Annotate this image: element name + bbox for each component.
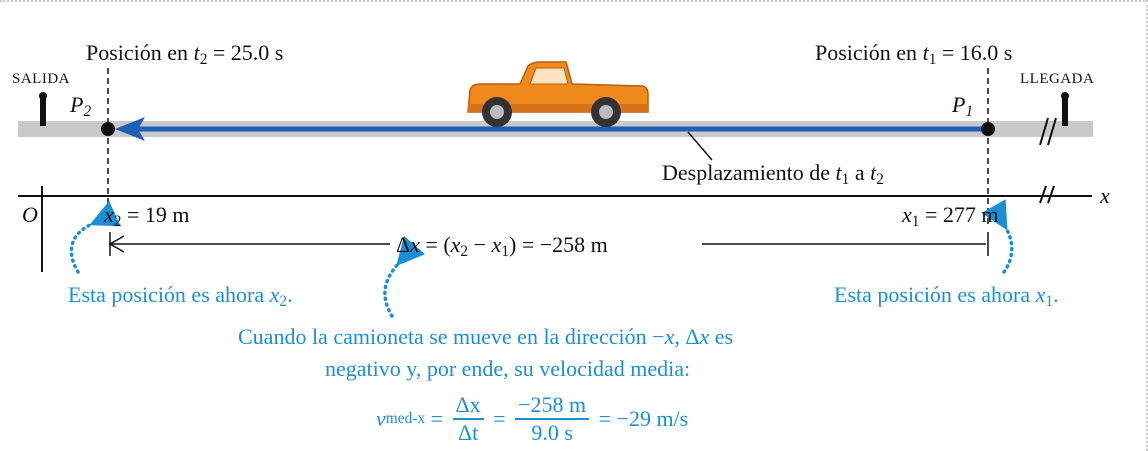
- dotted-curved-arrow-icon: [71, 224, 92, 272]
- position-t1-label: Posición en $t_1 = 16.0$ s: [815, 40, 1013, 68]
- point-p1: [981, 122, 995, 136]
- llegada-label: LLEGADA: [1020, 71, 1095, 87]
- start-post-icon: [39, 92, 47, 126]
- salida-label: SALIDA: [12, 71, 70, 87]
- x2-value-label: $x_2 = 19$ m: [104, 202, 190, 230]
- x1-value-label: $x_1 = 277$ m: [902, 202, 999, 230]
- note-x2: Esta posición es ahora $x_2$.: [68, 282, 293, 310]
- fraction-dx-dt: $\frac{\Delta x}{\Delta t}$: [453, 394, 484, 444]
- dotted-curved-arrow-icon: [1004, 228, 1012, 272]
- point-p2: [101, 122, 115, 136]
- displacement-label: Desplazamiento de $t_1$ a $t_2$: [662, 160, 884, 188]
- average-velocity-equation: v med-x = $\frac{\Delta x}{\Delta t}$ = $\frac{-258 m}{9.0 s}$ = −29 m/s: [376, 392, 689, 445]
- p1-label: $P_1$: [952, 92, 974, 120]
- position-t2-label: Posición en $t_2 = 25.0$ s: [86, 40, 284, 68]
- p2-label: $P_2$: [70, 92, 92, 120]
- x-axis-label: x: [1100, 183, 1110, 208]
- fraction-values: $\frac{-258 m}{9.0 s}$: [515, 394, 589, 444]
- pickup-truck-icon: [468, 62, 648, 127]
- caption-line-1: Cuando la camioneta se mueve en la dirección −x, Δx es: [238, 324, 734, 349]
- caption-line-2: negativo y, por ende, su velocidad media:: [325, 356, 691, 381]
- dotted-curved-arrow-icon: [385, 264, 398, 316]
- delta-x-label: $\Delta x = (x_2 - x_1) = -258$ m: [396, 232, 608, 260]
- note-x1: Esta posición es ahora $x_1$.: [834, 282, 1059, 310]
- origin-label: O: [22, 202, 38, 227]
- finish-post-icon: [1061, 92, 1069, 126]
